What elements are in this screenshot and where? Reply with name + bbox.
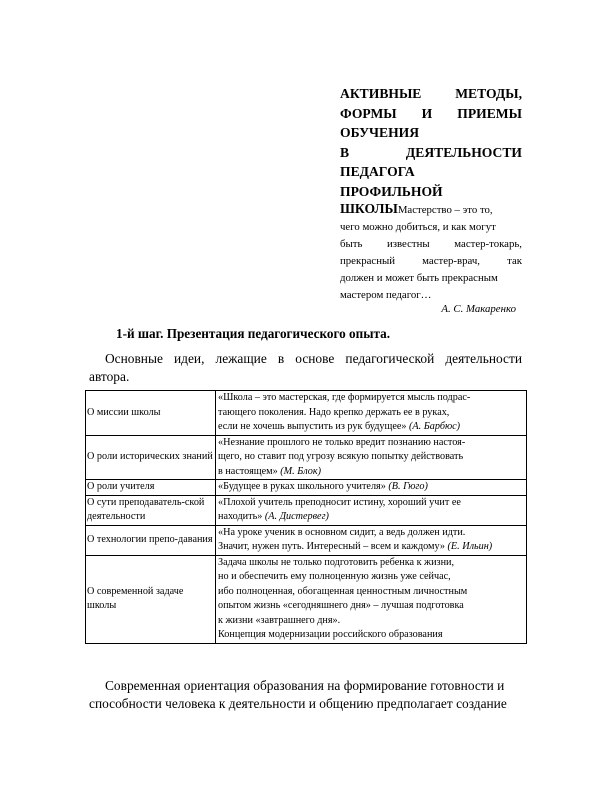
epigraph-line: должен и может быть прекрасным — [340, 272, 498, 284]
quote-source: (А. Дистервег) — [264, 511, 329, 522]
quote-source: (В. Гюго) — [388, 481, 428, 492]
quote-line: Концепция модернизации российского образования — [218, 629, 443, 640]
quote-cell — [216, 391, 527, 436]
quote-line: «Плохой учитель преподносит истину, хороший учит ее — [218, 496, 461, 508]
epigraph-line: чего можно добиться, и как могут — [340, 221, 496, 233]
title-word: ДЕЯТЕЛЬНОСТИ — [405, 144, 522, 160]
quote-cell — [216, 435, 527, 480]
title-word: И — [421, 105, 433, 121]
ideas-table — [85, 390, 527, 644]
title-last-word: ШКОЛЫ — [340, 201, 398, 216]
table-row — [86, 435, 527, 480]
topic-cell: О роли исторических знаний — [86, 435, 216, 480]
table-row — [86, 525, 527, 555]
title-word: АКТИВНЫЕ — [340, 86, 422, 101]
title-word: ФОРМЫ — [340, 105, 397, 121]
intro-line: автора. — [89, 369, 130, 384]
section-heading: 1-й шаг. Презентация педагогического опыта. — [116, 326, 391, 341]
title-line: ПРОФИЛЬНОЙ — [340, 183, 443, 199]
quote-line: ибо полноценная, обогащенная ценностным личностным — [218, 585, 468, 597]
closing-line: способности человека к деятельности и общению предполагает создание — [89, 696, 507, 711]
epigraph-start: Мастерство – это то, — [397, 204, 493, 216]
quote-line: щего, но ставит под угрозу всякую попытку действовать — [218, 451, 464, 462]
quote-line: опытом жизнь «сегодняшнего дня» – лучшая подготовка — [218, 600, 464, 611]
quote-line: Значит, нужен путь. Интересный – всем и каждому» (Е. Ильин) — [218, 541, 493, 552]
epigraph-author: А. С. Макаренко — [441, 303, 516, 315]
epigraph-line: прекрасный мастер-врач, так — [340, 255, 522, 267]
quote-cell — [216, 480, 527, 496]
article-title — [340, 84, 522, 201]
topic-cell: О сути преподаватель-ской деятельности — [86, 495, 216, 525]
quote-source: (А. Барбюс) — [409, 421, 461, 432]
quote-cell — [216, 495, 527, 525]
quote-line: находить» (А. Дистервег) — [218, 511, 329, 522]
topic-cell: О современной задаче школы — [86, 555, 216, 643]
quote-line: в настоящем» (М. Блок) — [218, 465, 322, 477]
intro-line: Основные идеи, лежащие в основе педагогической деятельности — [105, 351, 522, 366]
table-row — [86, 391, 527, 436]
topic-cell: О миссии школы — [86, 391, 216, 436]
quote-line: «На уроке ученик в основном сидит, а ведь должен идти. — [218, 526, 466, 538]
title-line: ПЕДАГОГА — [340, 164, 415, 179]
quote-line: если не хочешь выпустить из рук будущее» (А. Барбюс) — [218, 421, 461, 432]
quote-cell — [216, 555, 527, 643]
epigraph-first-line — [340, 200, 522, 219]
title-line: ОБУЧЕНИЯ — [340, 125, 420, 140]
table-row — [86, 480, 527, 496]
quote-source: (Е. Ильин) — [447, 541, 493, 552]
quote-line: Задача школы не только подготовить ребенка к жизни, — [218, 556, 455, 568]
title-word: ПРИЕМЫ — [457, 105, 522, 121]
topic-cell: О роли учителя — [86, 480, 216, 496]
quote-line: к жизни «завтрашнего дня». — [218, 614, 341, 626]
title-word: МЕТОДЫ, — [455, 86, 522, 101]
epigraph-line: мастером педагог… — [340, 289, 432, 301]
epigraph-line: быть известны мастер-токарь, — [340, 238, 522, 250]
title-word: В — [340, 144, 350, 160]
quote-source: (М. Блок) — [280, 465, 322, 477]
quote-line: тающего поколения. Надо крепко держать ее в руках, — [218, 406, 450, 418]
quote-line: «Незнание прошлого не только вредит познанию настоя- — [218, 436, 466, 448]
quote-line: «Школа – это мастерская, где формируется мысль подрас- — [218, 392, 471, 403]
quote-cell — [216, 525, 527, 555]
topic-cell: О технологии препо-давания — [86, 525, 216, 555]
table-row — [86, 495, 527, 525]
table-row — [86, 555, 527, 643]
quote-line: но и обеспечить ему полноценную жизнь уже сейчас, — [218, 571, 451, 582]
closing-line: Современная ориентация образования на формирование готовности и — [105, 678, 505, 693]
quote-line: «Будущее в руках школьного учителя» (В. Гюго) — [218, 481, 428, 492]
